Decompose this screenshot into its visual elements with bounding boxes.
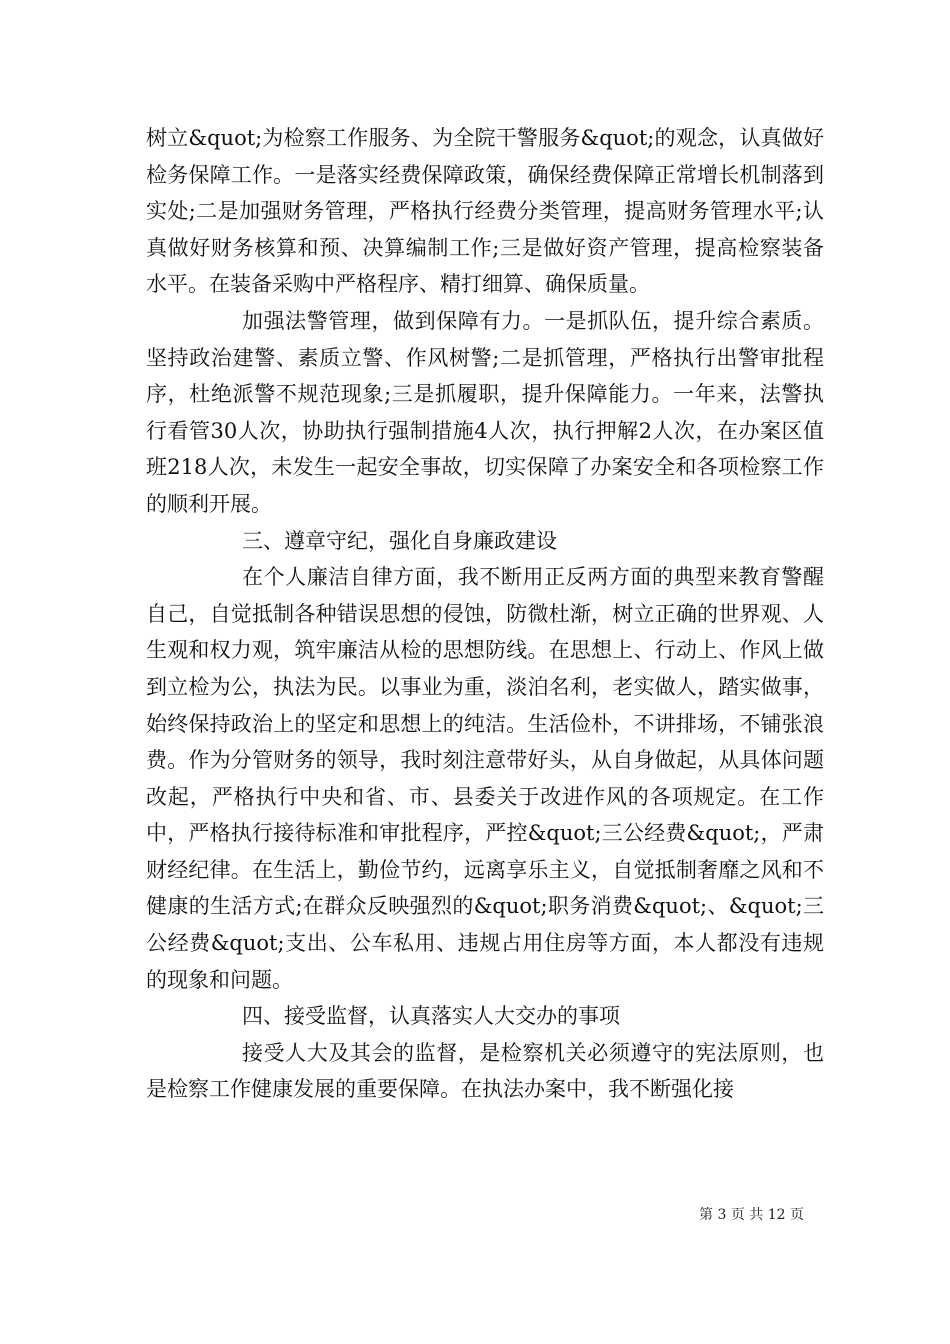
- section-heading-3: 三、遵章守纪，强化自身廉政建设: [242, 528, 557, 553]
- paragraph-supervision: 接受人大及其会的监督，是检察机关必须遵守的宪法原则，也是检察工作健康发展的重要保障。在执法办案中，我不断强化接: [146, 1040, 824, 1102]
- paragraph-bailiff-management: 加强法警管理，做到保障有力。一是抓队伍，提升综合素质。坚持政治建警、素质立警、作风树警;二是抓管理，严格执行出警审批程序，杜绝派警不规范现象;三是抓履职，提升保障能力。一年来，法警执行看管30人次，协助执行强制措施4人次，执行押解2人次，在办案区值班218人次，未发生一起安全事故，切实保障了办案安全和各项检察工作的顺利开展。: [146, 308, 824, 516]
- section-heading-4: 四、接受监督，认真落实人大交办的事项: [242, 1004, 620, 1029]
- document-body: [146, 120, 824, 1108]
- page-number-footer: 第 3 页 共 12 页: [699, 1207, 804, 1223]
- paragraph-integrity: 在个人廉洁自律方面，我不断用正反两方面的典型来教育警醒自己，自觉抵制各种错误思想的侵蚀，防微杜渐，树立正确的世界观、人生观和权力观，筑牢廉洁从检的思想防线。在思想上、行动上、作风上做到立检为公，执法为民。以事业为重，淡泊名利，老实做人，踏实做事，始终保持政治上的坚定和思想上的纯洁。生活俭朴，不讲排场，不铺张浪费。作为分管财务的领导，我时刻注意带好头，从自身做起，从具体问题改起，严格执行中央和省、市、县委关于改进作风的各项规定。在工作中，严格执行接待标准和审批程序，严控&quot;三公经费&quot;，严肃财经纪律。在生活上，勤俭节约，远离享乐主义，自觉抵制奢靡之风和不健康的生活方式;在群众反映强烈的&quot;职务消费&quot;、&quot;三公经费&quot;支出、公车私用、违规占用住房等方面，本人都没有违规的现象和问题。: [146, 565, 824, 992]
- paragraph-continuation: 树立&quot;为检察工作服务、为全院干警服务&quot;的观念，认真做好检务保障工作。一是落实经费保障政策，确保经费保障正常增长机制落到实处;二是加强财务管理，严格执行经费分类管理，提高财务管理水平;认真做好财务核算和预、决算编制工作;三是做好资产管理，提高检察装备水平。在装备采购中严格程序、精打细算、确保质量。: [146, 126, 824, 297]
